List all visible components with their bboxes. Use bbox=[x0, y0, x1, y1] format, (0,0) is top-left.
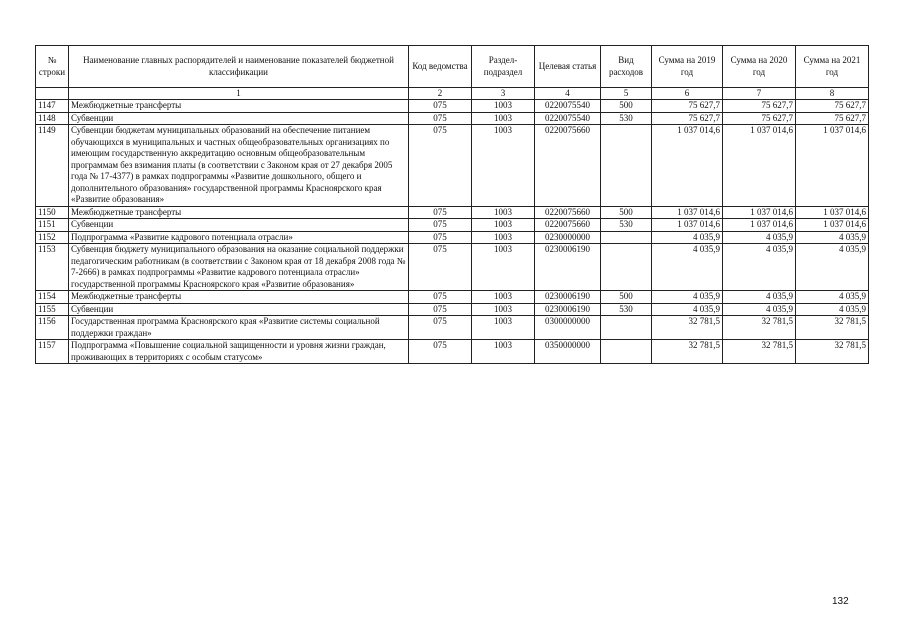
row-expense-type bbox=[601, 244, 652, 291]
table-row bbox=[36, 303, 869, 316]
row-expense-type: 500 bbox=[601, 206, 652, 219]
row-sum-2020: 75 627,7 bbox=[723, 100, 796, 113]
row-sum-2020: 75 627,7 bbox=[723, 112, 796, 125]
row-sum-2019: 1 037 014,6 bbox=[652, 125, 723, 207]
column-number: 5 bbox=[601, 88, 652, 100]
row-sum-2021: 4 035,9 bbox=[796, 244, 869, 291]
row-number: 1153 bbox=[36, 244, 69, 291]
row-expense-type: 500 bbox=[601, 291, 652, 304]
row-sum-2021: 4 035,9 bbox=[796, 291, 869, 304]
row-number: 1151 bbox=[36, 219, 69, 232]
column-number: 2 bbox=[409, 88, 472, 100]
row-department-code: 075 bbox=[409, 112, 472, 125]
row-section: 1003 bbox=[472, 125, 535, 207]
row-sum-2019: 1 037 014,6 bbox=[652, 219, 723, 232]
row-name: Субвенции бюджетам муниципальных образований на обеспечение питанием обучающихся в муниципальных и частных общеобразовательных организациях по имеющим государственную аккредитацию основным общеобразовательным программам без взимания платы (в соответствии с Законом края от 27 декабря 2005 года № 17-4377) в рамках подпрограммы «Развитие дошкольного, общего и дополнительного образования» государственной программы Красноярского края «Развитие образования» bbox=[69, 125, 409, 207]
row-sum-2019: 1 037 014,6 bbox=[652, 206, 723, 219]
table-row bbox=[36, 219, 869, 232]
row-department-code: 075 bbox=[409, 340, 472, 364]
column-number: 8 bbox=[796, 88, 869, 100]
header-section: Раздел-подраздел bbox=[472, 46, 535, 88]
row-sum-2020: 4 035,9 bbox=[723, 231, 796, 244]
column-number-row bbox=[36, 88, 869, 100]
row-target-article: 0220075540 bbox=[535, 100, 601, 113]
header-row bbox=[36, 46, 869, 88]
table-row bbox=[36, 340, 869, 364]
row-expense-type: 500 bbox=[601, 100, 652, 113]
row-target-article: 0230006190 bbox=[535, 303, 601, 316]
table-row bbox=[36, 100, 869, 113]
row-expense-type: 530 bbox=[601, 303, 652, 316]
row-number: 1150 bbox=[36, 206, 69, 219]
row-section: 1003 bbox=[472, 100, 535, 113]
table-row bbox=[36, 112, 869, 125]
row-number: 1155 bbox=[36, 303, 69, 316]
row-number: 1157 bbox=[36, 340, 69, 364]
row-sum-2019: 4 035,9 bbox=[652, 291, 723, 304]
row-sum-2020: 32 781,5 bbox=[723, 340, 796, 364]
row-name: Межбюджетные трансферты bbox=[69, 100, 409, 113]
row-section: 1003 bbox=[472, 316, 535, 340]
table-row bbox=[36, 125, 869, 207]
row-section: 1003 bbox=[472, 340, 535, 364]
row-section: 1003 bbox=[472, 219, 535, 232]
row-sum-2021: 1 037 014,6 bbox=[796, 206, 869, 219]
table-row bbox=[36, 244, 869, 291]
row-name: Субвенции bbox=[69, 112, 409, 125]
row-sum-2019: 32 781,5 bbox=[652, 340, 723, 364]
row-department-code: 075 bbox=[409, 206, 472, 219]
row-target-article: 0230006190 bbox=[535, 291, 601, 304]
row-sum-2021: 32 781,5 bbox=[796, 340, 869, 364]
row-number: 1152 bbox=[36, 231, 69, 244]
row-sum-2019: 32 781,5 bbox=[652, 316, 723, 340]
column-number: 3 bbox=[472, 88, 535, 100]
row-sum-2019: 75 627,7 bbox=[652, 112, 723, 125]
header-row-number: № строки bbox=[36, 46, 69, 88]
page-number: 132 bbox=[832, 596, 849, 607]
row-sum-2019: 4 035,9 bbox=[652, 231, 723, 244]
column-number: 6 bbox=[652, 88, 723, 100]
row-expense-type bbox=[601, 316, 652, 340]
row-sum-2020: 1 037 014,6 bbox=[723, 125, 796, 207]
row-expense-type bbox=[601, 231, 652, 244]
header-sum-2020: Сумма на 2020 год bbox=[723, 46, 796, 88]
row-department-code: 075 bbox=[409, 316, 472, 340]
header-sum-2019: Сумма на 2019 год bbox=[652, 46, 723, 88]
row-sum-2020: 4 035,9 bbox=[723, 244, 796, 291]
row-number: 1149 bbox=[36, 125, 69, 207]
row-target-article: 0350000000 bbox=[535, 340, 601, 364]
row-sum-2019: 4 035,9 bbox=[652, 244, 723, 291]
table-row bbox=[36, 231, 869, 244]
row-sum-2021: 4 035,9 bbox=[796, 303, 869, 316]
column-number: 1 bbox=[69, 88, 409, 100]
row-section: 1003 bbox=[472, 291, 535, 304]
row-department-code: 075 bbox=[409, 291, 472, 304]
row-name: Межбюджетные трансферты bbox=[69, 291, 409, 304]
table-row bbox=[36, 316, 869, 340]
header-sum-2021: Сумма на 2021 год bbox=[796, 46, 869, 88]
row-name: Межбюджетные трансферты bbox=[69, 206, 409, 219]
row-name: Субвенции bbox=[69, 219, 409, 232]
row-target-article: 0220075660 bbox=[535, 219, 601, 232]
row-name: Субвенция бюджету муниципального образования на оказание социальной поддержки педагогическим работникам (в соответствии с Законом края от 18 декабря 2008 года № 7-2666) в рамках подпрограммы «Развитие кадрового потенциала отрасли» государственной программы Красноярского края «Развитие образования» bbox=[69, 244, 409, 291]
row-sum-2020: 1 037 014,6 bbox=[723, 206, 796, 219]
row-sum-2019: 75 627,7 bbox=[652, 100, 723, 113]
budget-table bbox=[35, 45, 869, 364]
column-number bbox=[36, 88, 69, 100]
table-row bbox=[36, 206, 869, 219]
row-section: 1003 bbox=[472, 303, 535, 316]
row-sum-2020: 4 035,9 bbox=[723, 303, 796, 316]
row-department-code: 075 bbox=[409, 219, 472, 232]
row-target-article: 0230006190 bbox=[535, 244, 601, 291]
row-target-article: 0220075540 bbox=[535, 112, 601, 125]
row-sum-2019: 4 035,9 bbox=[652, 303, 723, 316]
row-expense-type: 530 bbox=[601, 112, 652, 125]
header-target-article: Целевая статья bbox=[535, 46, 601, 88]
row-section: 1003 bbox=[472, 206, 535, 219]
row-target-article: 0230000000 bbox=[535, 231, 601, 244]
column-number: 7 bbox=[723, 88, 796, 100]
row-target-article: 0300000000 bbox=[535, 316, 601, 340]
header-department-code: Код ведомства bbox=[409, 46, 472, 88]
row-number: 1154 bbox=[36, 291, 69, 304]
row-department-code: 075 bbox=[409, 125, 472, 207]
row-department-code: 075 bbox=[409, 100, 472, 113]
header-name: Наименование главных распорядителей и наименование показателей бюджетной классификации bbox=[69, 46, 409, 88]
row-department-code: 075 bbox=[409, 244, 472, 291]
row-name: Подпрограмма «Развитие кадрового потенциала отрасли» bbox=[69, 231, 409, 244]
row-target-article: 0220075660 bbox=[535, 206, 601, 219]
row-number: 1147 bbox=[36, 100, 69, 113]
row-name: Субвенции bbox=[69, 303, 409, 316]
row-sum-2021: 75 627,7 bbox=[796, 112, 869, 125]
row-expense-type: 530 bbox=[601, 219, 652, 232]
row-number: 1156 bbox=[36, 316, 69, 340]
row-sum-2021: 32 781,5 bbox=[796, 316, 869, 340]
row-sum-2020: 32 781,5 bbox=[723, 316, 796, 340]
row-department-code: 075 bbox=[409, 231, 472, 244]
table-row bbox=[36, 291, 869, 304]
row-department-code: 075 bbox=[409, 303, 472, 316]
row-section: 1003 bbox=[472, 231, 535, 244]
row-number: 1148 bbox=[36, 112, 69, 125]
row-section: 1003 bbox=[472, 112, 535, 125]
row-sum-2021: 4 035,9 bbox=[796, 231, 869, 244]
row-expense-type bbox=[601, 340, 652, 364]
row-sum-2020: 1 037 014,6 bbox=[723, 219, 796, 232]
row-sum-2021: 1 037 014,6 bbox=[796, 219, 869, 232]
row-name: Государственная программа Красноярского края «Развитие системы социальной поддержки граждан» bbox=[69, 316, 409, 340]
header-expense-type: Вид расходов bbox=[601, 46, 652, 88]
row-target-article: 0220075660 bbox=[535, 125, 601, 207]
row-sum-2020: 4 035,9 bbox=[723, 291, 796, 304]
column-number: 4 bbox=[535, 88, 601, 100]
row-sum-2021: 75 627,7 bbox=[796, 100, 869, 113]
row-expense-type bbox=[601, 125, 652, 207]
row-sum-2021: 1 037 014,6 bbox=[796, 125, 869, 207]
row-section: 1003 bbox=[472, 244, 535, 291]
row-name: Подпрограмма «Повышение социальной защищенности и уровня жизни граждан, проживающих в территориях с особым статусом» bbox=[69, 340, 409, 364]
